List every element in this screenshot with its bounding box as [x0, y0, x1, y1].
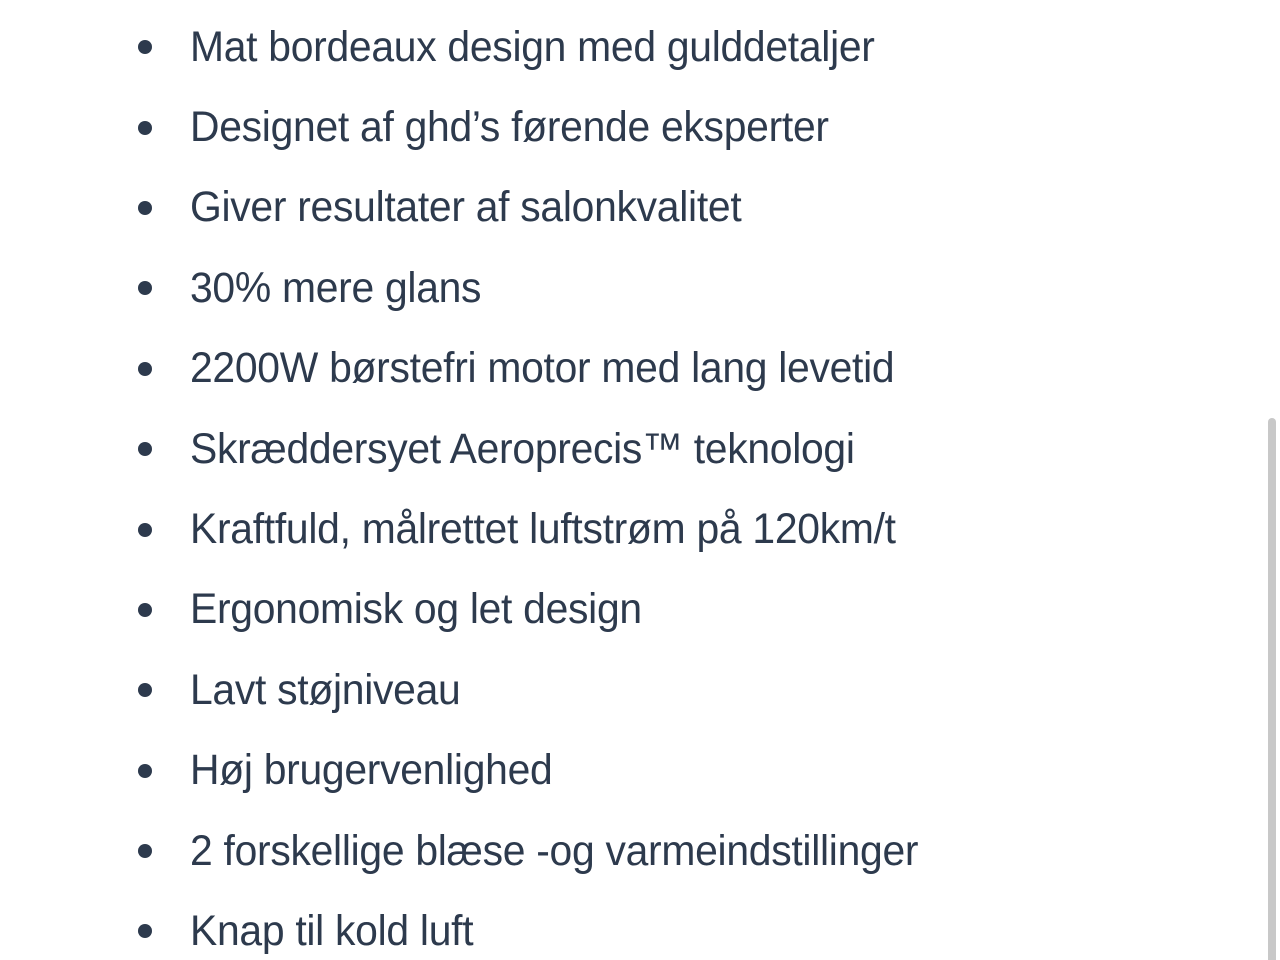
- feature-text: Kraftfuld, målrettet luftstrøm på 120km/t: [190, 505, 896, 554]
- list-item: [0, 650, 1240, 730]
- list-item: [0, 731, 1240, 811]
- list-item: [0, 87, 1240, 167]
- feature-text: Designet af ghd’s førende eksperter: [190, 103, 829, 152]
- bullet-icon: [138, 362, 152, 376]
- bullet-icon: [138, 924, 152, 938]
- bullet-icon: [138, 121, 152, 135]
- feature-text: Lavt støjniveau: [190, 665, 461, 714]
- list-item: [0, 570, 1240, 650]
- list-item: [0, 811, 1240, 891]
- list-item: [0, 168, 1240, 248]
- list-item: [0, 7, 1240, 87]
- feature-text: 2200W børstefri motor med lang levetid: [190, 344, 895, 393]
- bullet-icon: [138, 844, 152, 858]
- bullet-icon: [138, 764, 152, 778]
- feature-text: Ergonomisk og let design: [190, 585, 642, 634]
- vertical-scrollbar[interactable]: [1266, 0, 1280, 960]
- list-item: [0, 489, 1240, 569]
- bullet-icon: [138, 603, 152, 617]
- bullet-icon: [138, 523, 152, 537]
- scrollbar-thumb[interactable]: [1268, 418, 1276, 960]
- feature-text: 2 forskellige blæse -og varmeindstillinger: [190, 826, 919, 875]
- feature-text: Mat bordeaux design med gulddetaljer: [190, 22, 875, 71]
- feature-text: Knap til kold luft: [190, 906, 474, 955]
- feature-text: Giver resultater af salonkvalitet: [190, 183, 742, 232]
- list-item: [0, 891, 1240, 960]
- bullet-icon: [138, 683, 152, 697]
- bullet-icon: [138, 281, 152, 295]
- list-item: [0, 329, 1240, 409]
- bullet-icon: [138, 442, 152, 456]
- feature-text: Høj brugervenlighed: [190, 746, 553, 795]
- bullet-icon: [138, 201, 152, 215]
- bullet-icon: [138, 40, 152, 54]
- list-item: [0, 248, 1240, 328]
- feature-text: Skræddersyet Aeroprecis™ teknologi: [190, 424, 855, 473]
- list-item: [0, 409, 1240, 489]
- feature-text: 30% mere glans: [190, 263, 482, 312]
